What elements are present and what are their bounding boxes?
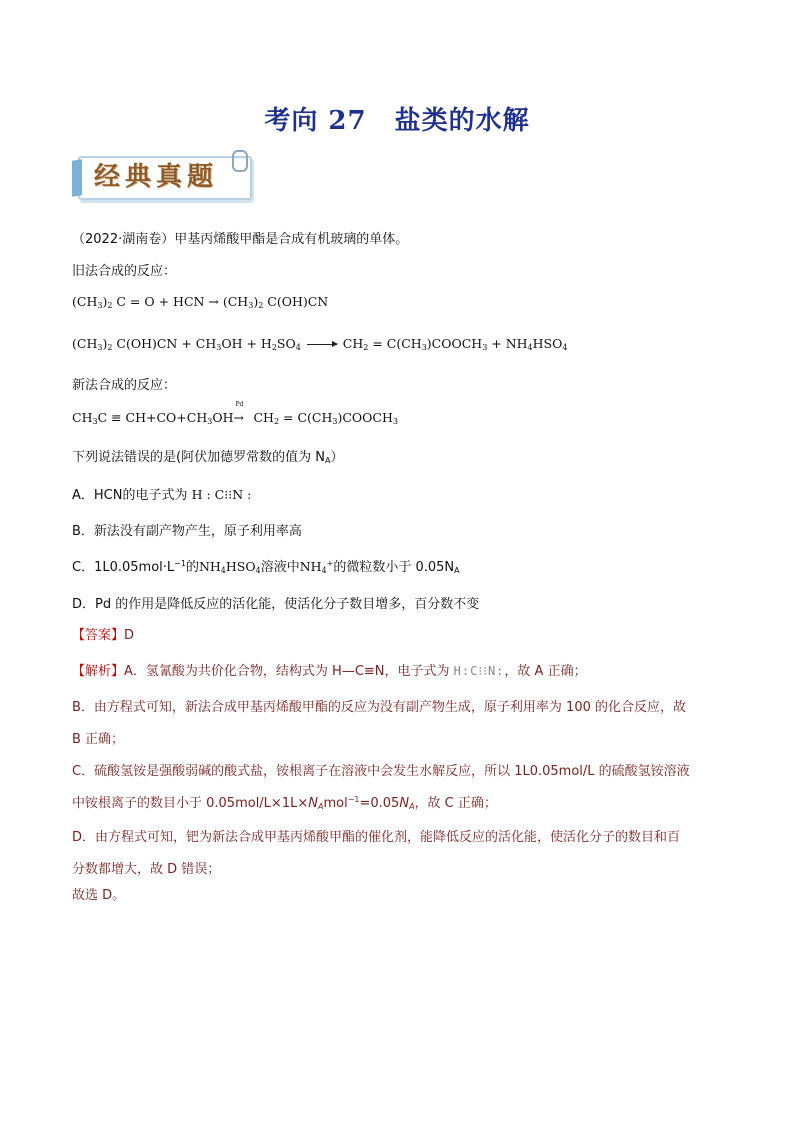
- catalyst-label: Pd: [235, 401, 244, 408]
- old-method-label: 旧法合成的反应：: [72, 264, 177, 279]
- analysis-d-2: 分数都增大，故 D 错误；: [72, 862, 221, 877]
- title-topic: 盐类的水解: [394, 106, 530, 136]
- page-title: [0, 100, 794, 137]
- analysis-c-1: C．硫酸氢铵是强酸弱碱的酸式盐，铵根离子在溶液中会发生水解反应，所以 1L0.05mol/L 的硫酸氢铵溶液: [72, 764, 690, 779]
- equation-old-2: $(CH_3)_2$ $C(OH)CN + CH_3OH + H_2SO_4$ $CH_2$ = $C(CH_3)COOCH_3 + NH_4HSO_4$: [72, 336, 568, 352]
- section-banner: [72, 150, 252, 200]
- option-a: A．HCN的电子式为 H : C⁝⁝N :: [72, 487, 252, 503]
- option-d: D．Pd 的作用是降低反应的活化能，使活化分子数目增多，百分数不变: [72, 597, 480, 612]
- conclusion: 故选 D。: [72, 888, 126, 903]
- option-c: C．$1L0.05mol\cdot L^{-1}$的$NH_4HSO_4$溶液中$NH_4^+$的微粒数小于 $0.05N_A$: [72, 559, 460, 575]
- question-prompt: 下列说法错误的是(阿伏加德罗常数的值为 $N_A$）: [72, 450, 344, 465]
- answer-label: 【答案】: [72, 628, 125, 643]
- analysis-b-1: B．由方程式可知，新法合成甲基丙烯酸甲酯的反应为没有副产物生成，原子利用率为 100 的化合反应，故: [72, 700, 686, 715]
- analysis-b-2: B 正确；: [72, 732, 125, 747]
- new-method-label: 新法合成的反应：: [72, 378, 177, 393]
- banner-stripe: [72, 159, 82, 196]
- hcn-electron-image: H:C⁝⁝N:: [453, 664, 505, 678]
- analysis-a: 【解析】A．氢氰酸为共价化合物，结构式为 H—C≡N，电子式为 H:C⁝⁝N:，故 A 正确；: [72, 664, 587, 679]
- reaction-arrow: [307, 344, 337, 345]
- catalyst-arrow: Pd →: [233, 401, 244, 425]
- question-intro: （2022·湖南卷）甲基丙烯酸甲酯是合成有机玻璃的单体。: [72, 232, 409, 247]
- answer-line: [72, 624, 134, 643]
- answer-value: D: [124, 628, 135, 643]
- option-b: B．新法没有副产物产生，原子利用率高: [72, 524, 302, 539]
- analysis-c-2: 中铵根离子的数目小于 $0.05mol/L\times 1L\times N_Amol^{-1}=0.05N_A$，故 C 正确；: [72, 795, 497, 811]
- equation-old-1: $(CH_3)_2$ C = O + HCN → $(CH_3)_2$ C(OH)CN: [72, 294, 329, 310]
- title-prefix: 考向 27: [264, 106, 367, 136]
- analysis-d-1: D．由方程式可知，钯为新法合成甲基丙烯酸甲酯的催化剂，能降低反应的活化能，使活化分子的数目和百: [72, 830, 681, 845]
- equation-new: $CH_3C \equiv CH+CO+CH_3OH$ Pd → $CH_2$ = $C(CH_3)COOCH_3$: [72, 401, 398, 426]
- analysis-label: 【解析】: [72, 664, 125, 679]
- hcn-electron-formula: H : C⁝⁝N :: [191, 487, 252, 502]
- banner-label: 经典真题: [94, 162, 219, 192]
- paperclip-icon: [232, 150, 248, 172]
